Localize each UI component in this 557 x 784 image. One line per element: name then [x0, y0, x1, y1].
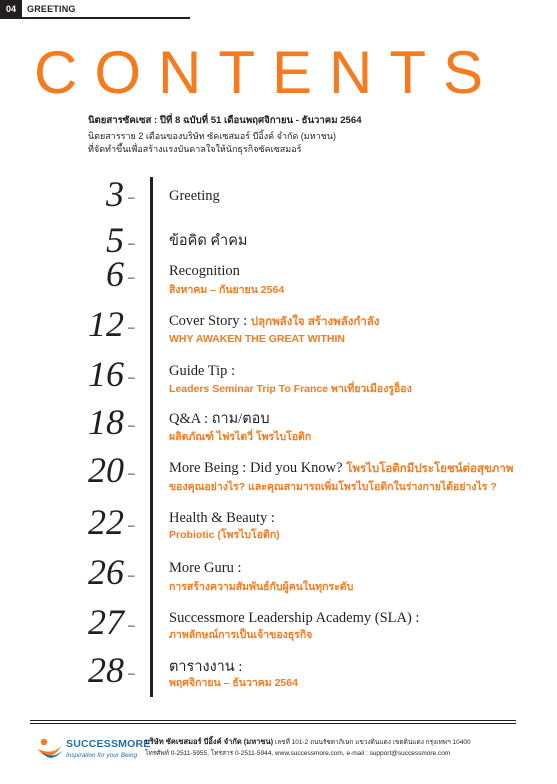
toc-page-number: 5: [106, 220, 124, 260]
toc-heading: Cover Story : ปลุกพลังใจ สร้างพลังกำลัง: [169, 313, 380, 329]
footer-rule: [30, 723, 516, 724]
footer-rule: [30, 720, 516, 721]
toc-dash: –: [128, 320, 135, 334]
toc-subtitle: WHY AWAKEN THE GREAT WITHIN: [169, 333, 345, 345]
toc-subtitle: สิงหาคม – กันยายน 2564: [169, 284, 285, 296]
toc-dash: –: [128, 568, 135, 582]
toc-heading-inline: โพรไบโอติกมีประโยชน์ต่อสุขภาพ: [346, 463, 514, 475]
toc-dash: –: [128, 270, 135, 284]
footer-info: [145, 736, 525, 759]
toc-dash: –: [128, 666, 135, 680]
logo-mark-icon: [36, 737, 64, 763]
toc-page-number: 27: [88, 602, 124, 642]
toc-page-number: 28: [88, 650, 124, 690]
toc-heading: ตารางงาน :: [169, 659, 243, 675]
toc-dash: –: [128, 418, 135, 432]
section-label: GREETING: [27, 4, 76, 14]
toc-subtitle: ผลิตภัณฑ์ ไฟรไดวี่ โพรไบโอติก: [169, 431, 312, 443]
toc-dash: –: [128, 190, 135, 204]
company-address: เลขที่ 101-2 ถนนรัชดาภิเษก แขวงดินแดง เขตดินแดง กรุงเทพฯ 10400: [274, 739, 471, 746]
toc-heading: More Being : Did you Know? โพรไบโอติกมีประโยชน์ต่อสุขภาพ: [169, 460, 514, 476]
toc-dash: –: [128, 370, 135, 384]
company-name: บริษัท ซัคเซสมอร์ บีอิ้งค์ จำกัด (มหาชน): [145, 737, 274, 746]
successmore-logo: [36, 733, 151, 767]
toc-heading: ข้อคิด คำคม: [169, 233, 248, 249]
toc-page-number: 20: [88, 450, 124, 490]
toc-dash: –: [128, 618, 135, 632]
toc-page-number: 16: [88, 354, 124, 394]
toc-heading: Successmore Leadership Academy (SLA) :: [169, 610, 420, 626]
toc-page-number: 3: [106, 174, 124, 214]
toc-heading: More Guru :: [169, 560, 242, 576]
toc-heading: Greeting: [169, 188, 220, 204]
toc-page-number: 26: [88, 552, 124, 592]
toc-subtitle: ของคุณอย่างไร? และคุณสามารถเพิ่มโพรไบโอติกในร่างกายได้อย่างไร ?: [169, 481, 497, 493]
toc-heading: Q&A : ถาม/ตอบ: [169, 411, 270, 427]
toc-heading: Recognition: [169, 263, 240, 279]
header-rule: [0, 17, 190, 19]
brand-tagline: Inspiration for your Being: [66, 752, 138, 759]
company-contact: โทรศัพท์ 0-2511-5955, โทรสาร 0-2511-5944, www.successmore.com, e-mail : support@successmore.com: [145, 750, 451, 757]
toc-heading: Guide Tip :: [169, 363, 236, 379]
issue-line: นิตยสารซัคเซส : ปีที่ 8 ฉบับที่ 51 เดือนพฤศจิกายน - ธันวาคม 2564: [88, 115, 362, 126]
toc-page-number: 22: [88, 502, 124, 542]
toc-subtitle: การสร้างความสัมพันธ์กับผู้คนในทุกระดับ: [169, 581, 354, 593]
page-number: 04: [0, 0, 22, 18]
toc-subtitle: ภาพลักษณ์การเป็นเจ้าของธุรกิจ: [169, 629, 313, 641]
toc-dash: –: [128, 236, 135, 250]
toc-dash: –: [128, 518, 135, 532]
toc-subtitle: Leaders Seminar Trip To France พาเที่ยวเมืองรูอ็อง: [169, 383, 412, 395]
intro-line-1: นิตยสารราย 2 เดือนของบริษัท ซัคเซสมอร์ บีอิ้งค์ จำกัด (มหาชน): [88, 131, 336, 141]
toc-page-number: 12: [88, 304, 124, 344]
brand-name: SUCCESSMORE: [66, 738, 151, 750]
toc-subtitle: Probiotic (โพรไบโอติก): [169, 529, 280, 541]
toc-divider: [150, 177, 153, 697]
toc-page-number: 6: [106, 254, 124, 294]
intro-line-2: ที่จัดทำขึ้นเพื่อสร้างแรงบันดาลใจให้นักธุรกิจซัคเซสมอร์: [88, 144, 302, 154]
page-header: [0, 0, 190, 18]
toc-heading-inline: ปลุกพลังใจ สร้างพลังกำลัง: [250, 316, 380, 328]
toc-page-number: 18: [88, 402, 124, 442]
toc-dash: –: [128, 466, 135, 480]
toc-subtitle: พฤศจิกายน – ธันวาคม 2564: [169, 677, 298, 689]
intro-block: [88, 114, 528, 156]
page-title: CONTENTS: [34, 39, 500, 106]
toc-heading: Health & Beauty :: [169, 510, 275, 526]
